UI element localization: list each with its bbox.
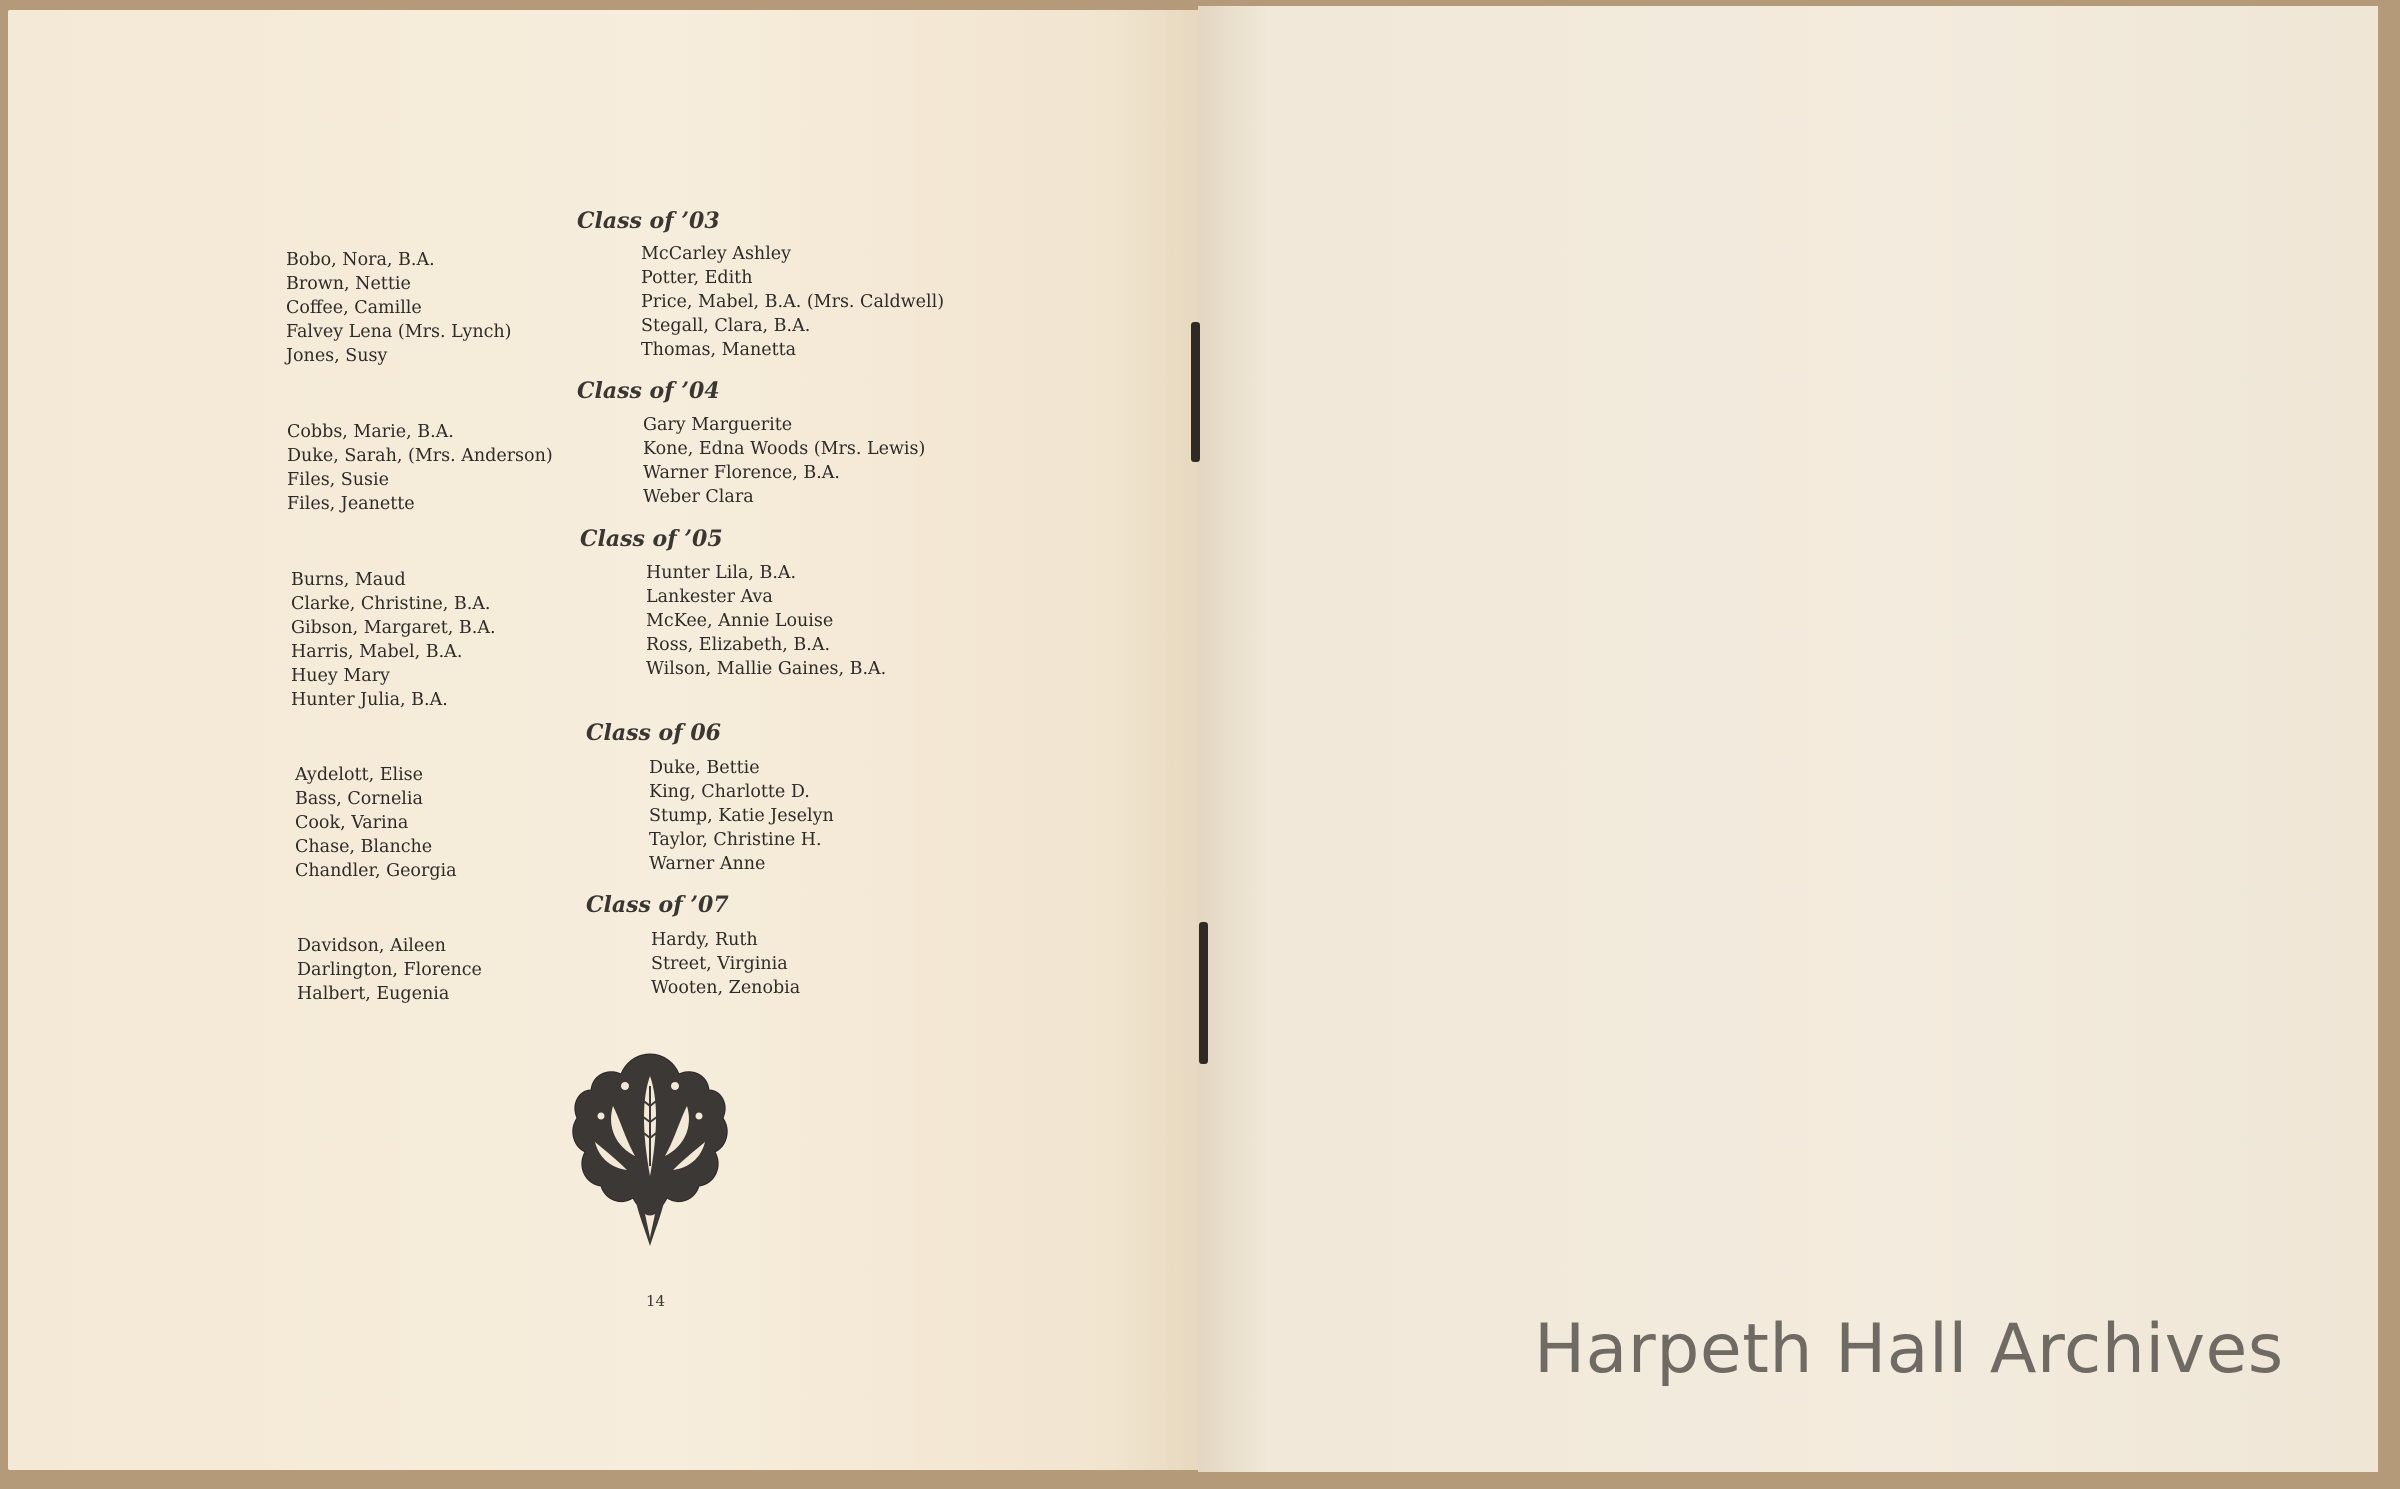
class-heading: Class of 06 xyxy=(586,720,721,746)
list-item: Bass, Cornelia xyxy=(295,789,423,809)
binding-tape-top xyxy=(1191,322,1200,462)
class-left-names xyxy=(286,248,512,368)
list-item: Chandler, Georgia xyxy=(295,861,457,881)
archive-watermark: Harpeth Hall Archives xyxy=(1534,1310,2284,1389)
list-item: Files, Susie xyxy=(287,470,389,490)
class-right-names xyxy=(643,413,925,509)
list-item: Duke, Sarah, (Mrs. Anderson) xyxy=(287,446,553,466)
list-item: Darlington, Florence xyxy=(297,960,482,980)
class-left-names xyxy=(295,763,457,883)
list-item: Taylor, Christine H. xyxy=(649,830,822,850)
class-right-names xyxy=(646,561,886,681)
list-item: King, Charlotte D. xyxy=(649,782,810,802)
list-item: Files, Jeanette xyxy=(287,494,415,514)
list-item: Halbert, Eugenia xyxy=(297,984,450,1004)
list-item: Davidson, Aileen xyxy=(297,936,446,956)
list-item: Gibson, Margaret, B.A. xyxy=(291,618,496,638)
class-right-names xyxy=(641,242,944,362)
list-item: Price, Mabel, B.A. (Mrs. Caldwell) xyxy=(641,292,945,312)
list-item: Hunter Julia, B.A. xyxy=(291,690,448,710)
list-item: Lankester Ava xyxy=(646,587,773,607)
list-item: Potter, Edith xyxy=(641,268,753,288)
list-item: Coffee, Camille xyxy=(286,298,422,318)
list-item: Warner Florence, B.A. xyxy=(643,463,840,483)
list-item: McCarley Ashley xyxy=(641,244,792,264)
class-heading: Class of ’03 xyxy=(577,208,720,234)
list-item: Burns, Maud xyxy=(291,570,406,590)
binding-tape-bottom xyxy=(1199,922,1208,1064)
list-item: McKee, Annie Louise xyxy=(646,611,834,631)
list-item: Hardy, Ruth xyxy=(651,930,758,950)
list-item: Gary Marguerite xyxy=(643,415,793,435)
list-item: Street, Virginia xyxy=(651,954,788,974)
list-item: Clarke, Christine, B.A. xyxy=(291,594,491,614)
list-item: Jones, Susy xyxy=(286,346,388,366)
list-item: Warner Anne xyxy=(649,854,766,874)
list-item: Aydelott, Elise xyxy=(295,765,424,785)
list-item: Brown, Nettie xyxy=(286,274,411,294)
list-item: Stegall, Clara, B.A. xyxy=(641,316,811,336)
list-item: Kone, Edna Woods (Mrs. Lewis) xyxy=(643,439,926,459)
list-item: Weber Clara xyxy=(643,487,754,507)
class-left-names xyxy=(291,568,496,712)
class-heading: Class of ’07 xyxy=(586,892,729,918)
list-item: Duke, Bettie xyxy=(649,758,760,778)
list-item: Chase, Blanche xyxy=(295,837,433,857)
list-item: Ross, Elizabeth, B.A. xyxy=(646,635,831,655)
fleuron-ornament-icon xyxy=(565,1046,735,1256)
list-item: Huey Mary xyxy=(291,666,390,686)
right-page xyxy=(1198,6,2378,1472)
list-item: Falvey Lena (Mrs. Lynch) xyxy=(286,322,512,342)
class-left-names xyxy=(287,420,553,516)
list-item: Wooten, Zenobia xyxy=(651,978,801,998)
list-item: Wilson, Mallie Gaines, B.A. xyxy=(646,659,887,679)
list-item: Hunter Lila, B.A. xyxy=(646,563,797,583)
class-left-names xyxy=(297,934,482,1006)
list-item: Thomas, Manetta xyxy=(641,340,797,360)
class-heading: Class of ’04 xyxy=(577,378,720,404)
class-right-names xyxy=(649,756,834,876)
list-item: Cook, Varina xyxy=(295,813,409,833)
list-item: Stump, Katie Jeselyn xyxy=(649,806,834,826)
list-item: Cobbs, Marie, B.A. xyxy=(287,422,454,442)
class-heading: Class of ’05 xyxy=(580,526,723,552)
page-number: 14 xyxy=(646,1292,666,1310)
class-right-names xyxy=(651,928,800,1000)
list-item: Bobo, Nora, B.A. xyxy=(286,250,435,270)
list-item: Harris, Mabel, B.A. xyxy=(291,642,463,662)
